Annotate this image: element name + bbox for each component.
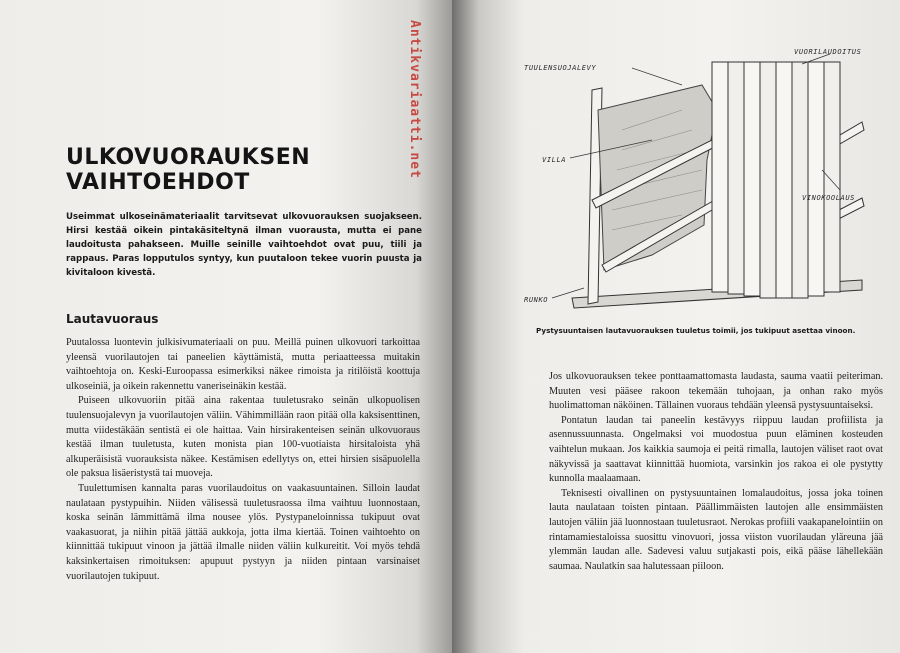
right-body-text xyxy=(549,370,883,574)
illustration-svg xyxy=(524,40,862,330)
leader-line-tuulensuojalevy xyxy=(632,68,682,85)
left-body-text xyxy=(66,336,420,584)
right-paragraph-3: Teknisesti oivallinen on pystysuuntainen lomalaudoitus, jossa joka toinen lauta naulataan toisten pintaan. Päällimmäisten lautojen alle ensimmäisten lautojen väliin jää luonnostaan tuuletusraot. Nerokas profiili vaakapanelointiin on rintamamiestaloissa suosittu vinovuori, jossa viiston vuorilaudan yläreuna jää ylemmän laudan alle. Sadevesi valuu sutjakasti pois, eikä pääse lähellekään saumaa. Naulatkin saa halutessaan piiloon. xyxy=(549,487,883,572)
vertical-cladding-boards xyxy=(712,62,840,298)
right-paragraph-2: Pontatun laudan tai paneelin kestävyys riippuu laudan profiilista ja asennussuunnasta. Ongelmaksi voi muodostua puun eläminen kosteuden vaihtelun mukaan. Jos kaikkia saumoja ei peitä rimalla, lautojen väliset raot ovat näkyvissä ja saattavat kiinnittää huomiota, varsinkin jos rakoa ei ole pystytty kunnolla maalaamaan. xyxy=(549,414,883,485)
right-page xyxy=(452,0,900,653)
label-villa: VILLA xyxy=(542,156,567,164)
watermark: Antikvariaatti.net xyxy=(407,20,422,179)
title-line-2: VAIHTOEHDOT xyxy=(66,170,250,195)
title-line-1: ULKOVUORAUKSEN xyxy=(66,145,311,170)
left-paragraph-1: Puutalossa luontevin julkisivumateriaali on puu. Meillä puinen ulkovuori tarkoittaa yleensä vuorilautojen tai paneelien käyttämistä, mutta periaatteessa muitakin vaihtoehtoja on. Keski-Euroopassa esimerkiksi näkee rimoista ja ritilöistä koottuja ulkoseiniä, ja oikein rakennettu vaneriseinäkin kestää. xyxy=(66,337,420,392)
chapter-title xyxy=(66,145,366,195)
label-tuulensuojalevy: TUULENSUOJALEVY xyxy=(524,64,597,72)
figure-caption: Pystysuuntaisen lautavuorauksen tuuletus toimii, jos tukipuut asettaa vinoon. xyxy=(536,326,856,335)
left-paragraph-2: Puiseen ulkovuoriin pitää aina rakentaa tuuletusrako seinän ulkopuolisen tuulensuojalevyn ja vuorilautojen väliin. Vähimmillään raon pitää olla kaksisenttinen, mutta viidestäkään sentistä ei ole haittaa. Vain hirsirakenteisen seinän ulkovuoraus kestää ilman tuuletusta, kuten monista pian 100-vuotiaista hirsitaloista yhä alkuperäisistä vuorauksista näkee. Kestämisen edellytys on, ettei hirsien sisäpuolella ole paksua lisäeristystä tai muoveja. xyxy=(66,395,420,480)
left-paragraph-3: Tuulettumisen kannalta paras vuorilaudoitus on vaakasuuntainen. Silloin laudat naulataan pystypuihin. Niiden välisessä tuuletusraossa ilma vaihtuu luonnostaan, koska seinän lämmittämä ilma nousee ylös. Pystypaneloinnissa tukipuut ovat vaakasuorat, ja niihin pitää jättää aukkoja, jotta ilma kiertää. Toinen vaihtoehto on kiinnittää tukipuut vinoon ja jättää ilmalle niiden väliin kulkureitit. Voi myös tehdä kaksinkertaisen rimoituksen: apupuut pystyyn ja niiden pintaan varsinaiset vuorilautojen tukipuut. xyxy=(66,482,420,582)
intro-paragraph: Useimmat ulkoseinämateriaalit tarvitsevat ulkovuorauksen suojakseen. Hirsi kestää oikein pintakäsiteltynä ilman vuorausta, mutta ei pane laudoitusta pahakseen. Muille seinille vaihtoehdot ovat puu, tiili ja rappaus. Paras lopputulos syntyy, kun puutaloon tekee vuorin puusta ja kivitaloon kivestä. xyxy=(66,212,422,278)
leader-line-runko xyxy=(552,288,584,298)
label-vinokoolaus: VINOKOOLAUS xyxy=(802,194,855,202)
wall-cladding-illustration xyxy=(524,40,862,330)
section-heading: Lautavuoraus xyxy=(66,312,159,326)
label-vuorilaudoitus: VUORILAUDOITUS xyxy=(794,48,862,56)
right-paragraph-1: Jos ulkovuorauksen tekee ponttaamattomasta laudasta, sauma vaatii peiteriman. Muuten vesi pääsee rakoon tekemään tuhojaan, ja onhan rako myös huolimattoman näköinen. Tällainen vuoraus tehdään yleensä pystysuuntaiseksi. xyxy=(549,371,883,412)
label-runko: RUNKO xyxy=(524,296,549,304)
